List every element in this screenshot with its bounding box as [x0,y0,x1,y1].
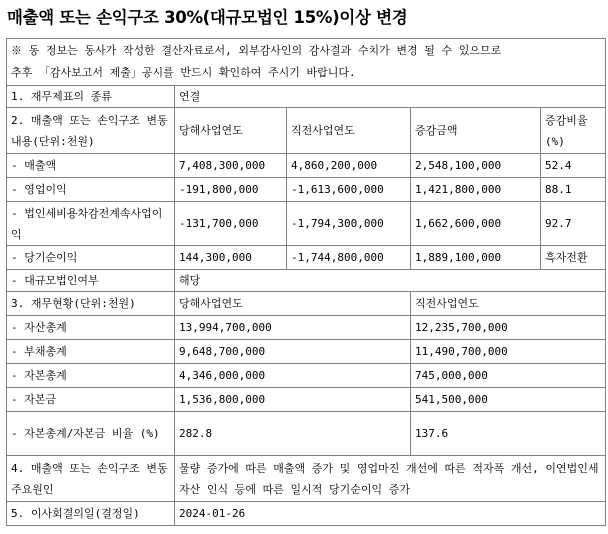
row-change: 1,421,800,000 [411,178,541,202]
row-current: 13,994,700,000 [175,316,411,340]
row-previous: -1,744,800,000 [287,246,411,270]
section4-label: 4. 매출액 또는 손익구조 변동 주요원인 [7,456,175,502]
section5-value: 2024-01-26 [175,502,606,526]
row-ratio: 52.4 [541,154,606,178]
table-row [7,246,606,270]
section5-row [7,502,606,526]
table-row [7,154,606,178]
section3-header-row [7,292,606,316]
row-label: - 당기순이익 [7,246,175,270]
row-previous: 12,235,700,000 [411,316,606,340]
notice-line-2: 추후 「감사보고서 제출」공시를 반드시 확인하여 주시기 바랍니다. [11,66,356,79]
statement-type-label: 1. 재무제표의 종류 [7,86,175,108]
row-label: - 매출액 [7,154,175,178]
table-row [7,388,606,412]
table-row [7,364,606,388]
row-label: - 자산총계 [7,316,175,340]
row-current: 4,346,000,000 [175,364,411,388]
row-ratio: 88.1 [541,178,606,202]
row-current: 9,648,700,000 [175,340,411,364]
row-current: -131,700,000 [175,202,287,246]
row-label: - 자본금 [7,388,175,412]
row-label: - 부채총계 [7,340,175,364]
row-current: 1,536,800,000 [175,388,411,412]
section3-label: 3. 재무현황(단위:천원) [7,292,175,316]
statement-type-value: 연결 [175,86,606,108]
row-current: 144,300,000 [175,246,287,270]
notice-row [7,39,606,86]
row-previous: -1,613,600,000 [287,178,411,202]
section4-value: 물량 증가에 따른 매출액 증가 및 영업마진 개선에 따른 적자폭 개선, 이연법인세 자산 인식 등에 따른 일시적 당기순이익 증가 [175,456,606,502]
section2-header-ratio: 증감비율 (%) [541,108,606,154]
row-label: - 자본총계/자본금 비율 (%) [7,412,175,456]
section3-header-previous: 직전사업연도 [411,292,606,316]
row-ratio: 흑자전환 [541,246,606,270]
row-previous: 4,860,200,000 [287,154,411,178]
disclosure-table [6,38,606,526]
row-change: 1,662,600,000 [411,202,541,246]
table-row [7,340,606,364]
table-row [7,316,606,340]
row-label: - 법인세비용차감전계속사업이익 [7,202,175,246]
row-previous: 11,490,700,000 [411,340,606,364]
section2-header-current: 당해사업연도 [175,108,287,154]
section2-label: 2. 매출액 또는 손익구조 변동내용(단위:천원) [7,108,175,154]
table-row [7,178,606,202]
section4-row [7,456,606,502]
row-previous: 137.6 [411,412,606,456]
row-current: 282.8 [175,412,411,456]
large-corp-value: 해당 [175,270,606,292]
section3-header-current: 당해사업연도 [175,292,411,316]
row-change: 2,548,100,000 [411,154,541,178]
notice-line-1: ※ 동 정보는 동사가 작성한 결산자료로서, 외부감사인의 감사결과 수치가 변경 될 수 있으므로 [11,44,502,57]
table-row [7,202,606,246]
statement-type-row [7,86,606,108]
row-label: - 자본총계 [7,364,175,388]
notice-cell [7,39,606,86]
row-current: 7,408,300,000 [175,154,287,178]
page-title: 매출액 또는 손익구조 30%(대규모법인 15%)이상 변경 [7,8,408,27]
section2-header-change: 증감금액 [411,108,541,154]
row-previous: -1,794,300,000 [287,202,411,246]
section2-header-previous: 직전사업연도 [287,108,411,154]
section2-header-row [7,108,606,154]
row-current: -191,800,000 [175,178,287,202]
row-previous: 745,000,000 [411,364,606,388]
row-label: - 영업이익 [7,178,175,202]
table-row [7,412,606,456]
row-change: 1,889,100,000 [411,246,541,270]
row-ratio: 92.7 [541,202,606,246]
row-previous: 541,500,000 [411,388,606,412]
large-corp-row [7,270,606,292]
large-corp-label: - 대규모법인여부 [7,270,175,292]
section5-label: 5. 이사회결의일(결정일) [7,502,175,526]
